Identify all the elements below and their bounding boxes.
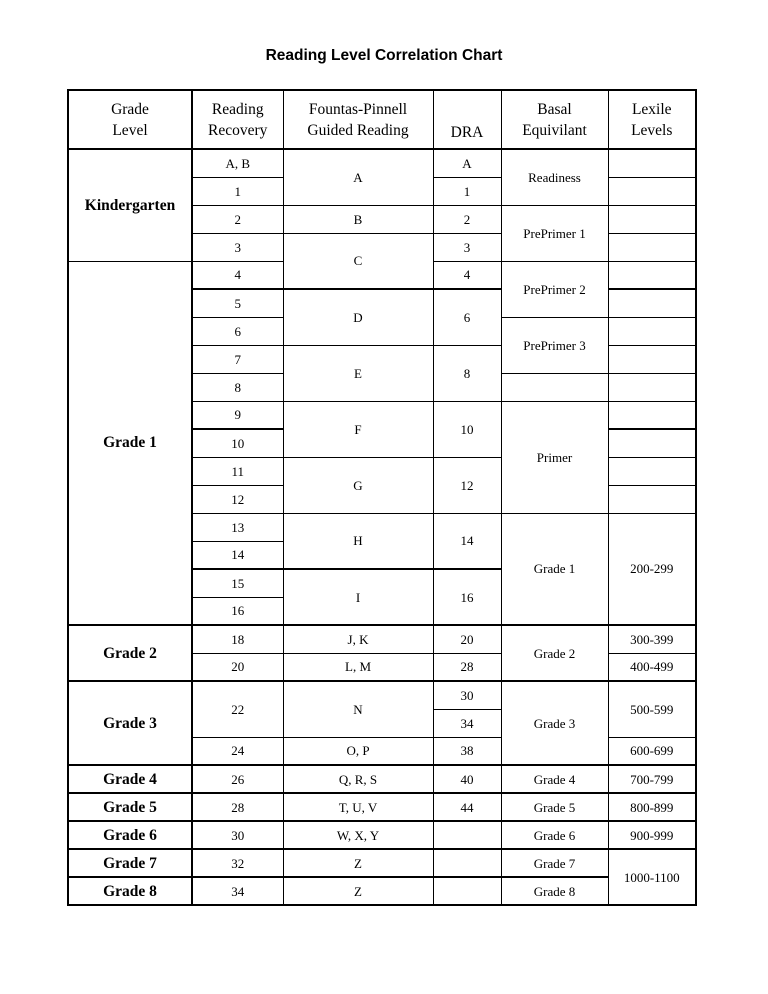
basal-cell: Grade 6 bbox=[501, 821, 608, 849]
grade-1: Grade 1 bbox=[68, 261, 192, 625]
basal-cell: Grade 4 bbox=[501, 765, 608, 793]
basal-cell: Grade 2 bbox=[501, 625, 608, 681]
lexile-cell bbox=[608, 149, 696, 177]
basal-cell: Grade 1 bbox=[501, 513, 608, 625]
rr-cell: 7 bbox=[192, 345, 283, 373]
rr-cell: 28 bbox=[192, 793, 283, 821]
dra-cell bbox=[433, 877, 501, 905]
dra-cell bbox=[433, 849, 501, 877]
basal-cell: PrePrimer 2 bbox=[501, 261, 608, 317]
basal-cell: Grade 5 bbox=[501, 793, 608, 821]
table-row bbox=[68, 625, 696, 653]
dra-cell: 1 bbox=[433, 177, 501, 205]
lexile-cell: 600-699 bbox=[608, 737, 696, 765]
rr-cell: 4 bbox=[192, 261, 283, 289]
lexile-cell: 700-799 bbox=[608, 765, 696, 793]
lexile-cell: 1000-1100 bbox=[608, 849, 696, 905]
lexile-cell bbox=[608, 345, 696, 373]
dra-cell: 14 bbox=[433, 513, 501, 569]
grade-7: Grade 7 bbox=[68, 849, 192, 877]
basal-cell: PrePrimer 1 bbox=[501, 205, 608, 261]
table-row bbox=[68, 681, 696, 709]
rr-cell: 5 bbox=[192, 289, 283, 317]
dra-cell: 38 bbox=[433, 737, 501, 765]
basal-cell: Grade 3 bbox=[501, 681, 608, 765]
dra-cell: 3 bbox=[433, 233, 501, 261]
grade-kindergarten: Kindergarten bbox=[68, 149, 192, 261]
fp-cell: T, U, V bbox=[283, 793, 433, 821]
rr-cell: 11 bbox=[192, 457, 283, 485]
grade-6: Grade 6 bbox=[68, 821, 192, 849]
lexile-cell bbox=[608, 317, 696, 345]
grade-5: Grade 5 bbox=[68, 793, 192, 821]
lexile-cell bbox=[608, 233, 696, 261]
lexile-cell bbox=[608, 485, 696, 513]
fp-cell: F bbox=[283, 401, 433, 457]
rr-cell: 16 bbox=[192, 597, 283, 625]
dra-cell: 30 bbox=[433, 681, 501, 709]
rr-cell: 34 bbox=[192, 877, 283, 905]
fp-cell: Q, R, S bbox=[283, 765, 433, 793]
table-row bbox=[68, 849, 696, 877]
dra-cell: 10 bbox=[433, 401, 501, 457]
lexile-cell bbox=[608, 429, 696, 457]
lexile-cell bbox=[608, 177, 696, 205]
fp-cell: J, K bbox=[283, 625, 433, 653]
table-row bbox=[68, 821, 696, 849]
fp-cell: C bbox=[283, 233, 433, 289]
dra-cell: 44 bbox=[433, 793, 501, 821]
rr-cell: 13 bbox=[192, 513, 283, 541]
lexile-cell: 500-599 bbox=[608, 681, 696, 737]
dra-cell: 8 bbox=[433, 345, 501, 401]
rr-cell: 2 bbox=[192, 205, 283, 233]
dra-cell: 2 bbox=[433, 205, 501, 233]
grade-3: Grade 3 bbox=[68, 681, 192, 765]
lexile-cell: 300-399 bbox=[608, 625, 696, 653]
basal-cell: Grade 8 bbox=[501, 877, 608, 905]
rr-cell: 12 bbox=[192, 485, 283, 513]
basal-cell: Primer bbox=[501, 401, 608, 513]
lexile-cell: 900-999 bbox=[608, 821, 696, 849]
fp-cell: Z bbox=[283, 877, 433, 905]
fp-cell: O, P bbox=[283, 737, 433, 765]
header-lexile-levels: Lexile Levels bbox=[608, 90, 696, 149]
fp-cell: I bbox=[283, 569, 433, 625]
rr-cell: 20 bbox=[192, 653, 283, 681]
dra-cell: 40 bbox=[433, 765, 501, 793]
fp-cell: H bbox=[283, 513, 433, 569]
dra-cell: 4 bbox=[433, 261, 501, 289]
header-dra: DRA bbox=[433, 90, 501, 149]
rr-cell: 22 bbox=[192, 681, 283, 737]
basal-cell: Readiness bbox=[501, 149, 608, 205]
header-reading-recovery: Reading Recovery bbox=[192, 90, 283, 149]
rr-cell: 24 bbox=[192, 737, 283, 765]
lexile-cell bbox=[608, 289, 696, 317]
fp-cell: W, X, Y bbox=[283, 821, 433, 849]
rr-cell: 6 bbox=[192, 317, 283, 345]
lexile-cell bbox=[608, 261, 696, 289]
basal-cell: PrePrimer 3 bbox=[501, 317, 608, 373]
header-row bbox=[68, 90, 696, 149]
fp-cell: A bbox=[283, 149, 433, 205]
rr-cell: 15 bbox=[192, 569, 283, 597]
fp-cell: B bbox=[283, 205, 433, 233]
basal-cell bbox=[501, 373, 608, 401]
fp-cell: Z bbox=[283, 849, 433, 877]
dra-cell: 16 bbox=[433, 569, 501, 625]
grade-4: Grade 4 bbox=[68, 765, 192, 793]
rr-cell: 10 bbox=[192, 429, 283, 457]
fp-cell: E bbox=[283, 345, 433, 401]
dra-cell: 6 bbox=[433, 289, 501, 345]
dra-cell bbox=[433, 821, 501, 849]
table-row bbox=[68, 793, 696, 821]
header-fountas-pinnell: Fountas-Pinnell Guided Reading bbox=[283, 90, 433, 149]
rr-cell: 30 bbox=[192, 821, 283, 849]
grade-8: Grade 8 bbox=[68, 877, 192, 905]
dra-cell: 20 bbox=[433, 625, 501, 653]
grade-2: Grade 2 bbox=[68, 625, 192, 681]
fp-cell: L, M bbox=[283, 653, 433, 681]
page-title: Reading Level Correlation Chart bbox=[265, 47, 503, 64]
basal-cell: Grade 7 bbox=[501, 849, 608, 877]
dra-cell: A bbox=[433, 149, 501, 177]
rr-cell: 18 bbox=[192, 625, 283, 653]
rr-cell: 9 bbox=[192, 401, 283, 429]
rr-cell: A, B bbox=[192, 149, 283, 177]
lexile-cell: 400-499 bbox=[608, 653, 696, 681]
lexile-cell: 800-899 bbox=[608, 793, 696, 821]
rr-cell: 32 bbox=[192, 849, 283, 877]
lexile-cell bbox=[608, 373, 696, 401]
rr-cell: 8 bbox=[192, 373, 283, 401]
dra-cell: 28 bbox=[433, 653, 501, 681]
rr-cell: 26 bbox=[192, 765, 283, 793]
fp-cell: D bbox=[283, 289, 433, 345]
correlation-table bbox=[67, 89, 697, 906]
rr-cell: 14 bbox=[192, 541, 283, 569]
lexile-cell: 200-299 bbox=[608, 513, 696, 625]
fp-cell: G bbox=[283, 457, 433, 513]
rr-cell: 3 bbox=[192, 233, 283, 261]
dra-cell: 34 bbox=[433, 709, 501, 737]
dra-cell: 12 bbox=[433, 457, 501, 513]
table-row bbox=[68, 765, 696, 793]
header-basal-equivalent: Basal Equivilant bbox=[501, 90, 608, 149]
fp-cell: N bbox=[283, 681, 433, 737]
table-row bbox=[68, 149, 696, 177]
lexile-cell bbox=[608, 401, 696, 429]
table-row bbox=[68, 877, 696, 905]
lexile-cell bbox=[608, 457, 696, 485]
lexile-cell bbox=[608, 205, 696, 233]
header-grade-level: Grade Level bbox=[68, 90, 192, 149]
rr-cell: 1 bbox=[192, 177, 283, 205]
